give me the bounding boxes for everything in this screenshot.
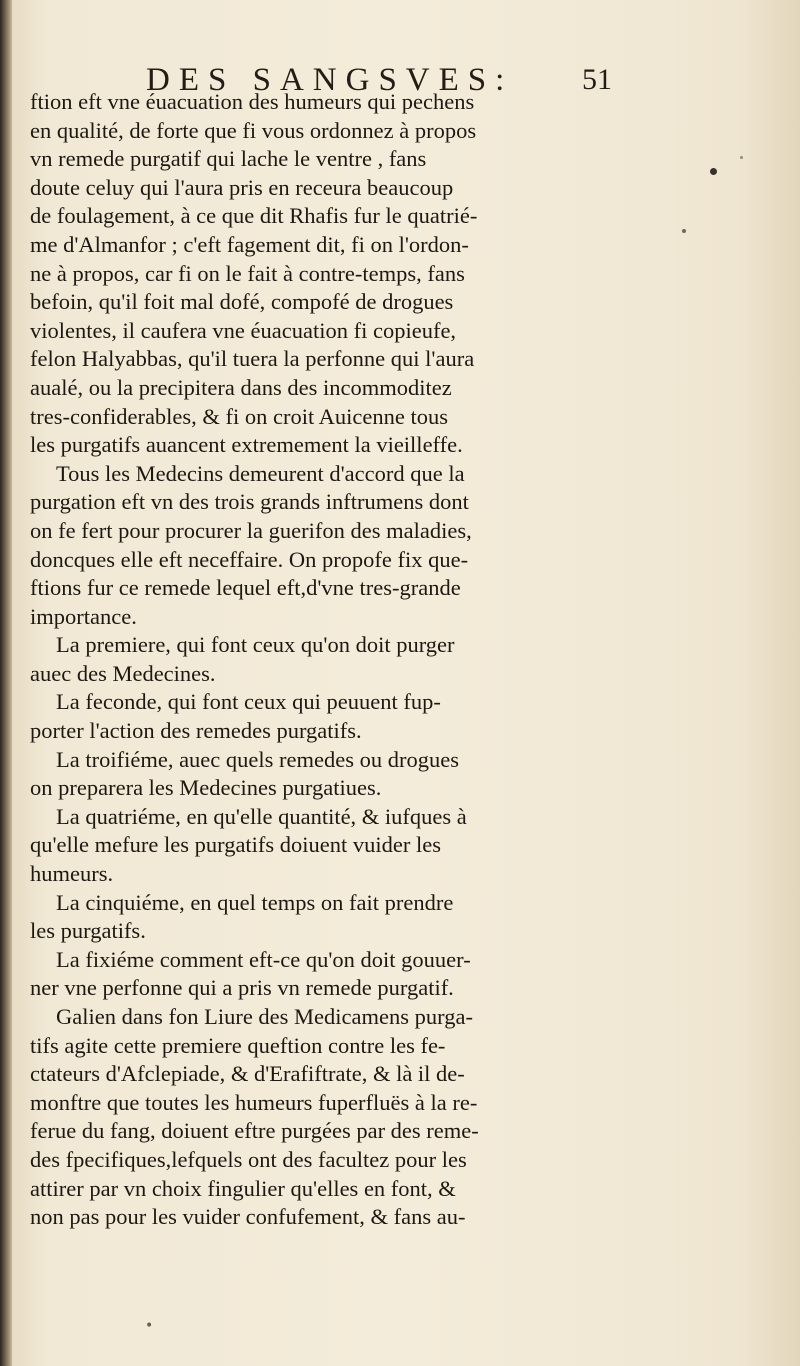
text-line: La troifiéme, auec quels remedes ou drogues <box>56 746 459 772</box>
text-line: attirer par vn choix fingulier qu'elles en font, & <box>30 1175 456 1201</box>
text-line: befoin, qu'il foit mal dofé, compofé de drogues <box>30 289 454 315</box>
text-line: La premiere, qui font ceux qu'on doit purger <box>56 632 455 658</box>
text-line: auec des Medecines. <box>30 660 216 686</box>
ink-speck <box>682 229 686 233</box>
text-line: ne à propos, car fi on le fait à contre-temps, fans <box>30 260 465 286</box>
text-line: ctateurs d'Afclepiade, & d'Erafiftrate, & là il de- <box>30 1061 465 1087</box>
text-line: doncques elle eft neceffaire. On propofe fix que- <box>30 546 469 572</box>
text-line: felon Halyabbas, qu'il tuera la perfonne qui l'aura <box>30 346 475 372</box>
text-line: importance. <box>30 603 137 629</box>
text-line: tifs agite cette premiere queftion contre les fe- <box>30 1032 446 1058</box>
running-title: DES SANGSVES: <box>146 62 514 98</box>
text-line: me d'Almanfor ; c'eft fagement dit, fi on l'ordon- <box>30 231 469 257</box>
text-line: ftions fur ce remede lequel eft,d'vne tres-grande <box>30 575 461 601</box>
text-line: La fixiéme comment eft-ce qu'on doit gouuer- <box>56 946 471 972</box>
page-number: 51 <box>582 63 612 96</box>
text-line: les purgatifs auancent extremement la vieilleffe. <box>30 432 463 458</box>
text-line: non pas pour les vuider confufement, & fans au- <box>30 1204 466 1230</box>
text-line: La feconde, qui font ceux qui peuuent fup- <box>56 689 441 715</box>
text-line: en qualité, de forte que fi vous ordonnez à propos <box>30 117 477 143</box>
text-line: Galien dans fon Liure des Medicamens purga- <box>56 1004 473 1029</box>
text-line: ftion eft vne éuacuation des humeurs qui pechens <box>30 89 475 114</box>
text-line: on fe fert pour procurer la guerifon des maladies, <box>30 517 472 543</box>
binding-edge <box>0 0 12 1366</box>
text-line: on preparera les Medecines purgatiues. <box>30 775 382 801</box>
text-line: La quatriéme, en qu'elle quantité, & iufques à <box>56 803 467 829</box>
text-line: violentes, il caufera vne éuacuation fi copieufe, <box>30 317 457 343</box>
text-line: ner vne perfonne qui a pris vn remede purgatif. <box>30 975 454 1001</box>
text-line: les purgatifs. <box>30 918 146 944</box>
ink-speck <box>740 156 743 159</box>
text-line: humeurs. <box>30 861 114 887</box>
text-line: aualé, ou la precipitera dans des incommoditez <box>30 374 452 400</box>
text-line: Tous les Medecins demeurent d'accord que la <box>56 460 465 486</box>
ink-speck <box>710 168 717 175</box>
text-line: ferue du fang, doiuent eftre purgées par des reme- <box>30 1118 479 1144</box>
ink-mark: • <box>145 1318 154 1334</box>
text-line: qu'elle mefure les purgatifs doiuent vuider les <box>30 832 442 858</box>
body-text <box>30 88 620 1232</box>
text-line: monftre que toutes les humeurs fuperfluës à la re- <box>30 1089 478 1115</box>
text-line: porter l'action des remedes purgatifs. <box>30 718 362 744</box>
text-line: purgation eft vn des trois grands inftrumens dont <box>30 489 469 515</box>
text-line: des fpecifiques,lefquels ont des facultez pour les <box>30 1146 467 1172</box>
text-line: La cinquiéme, en quel temps on fait prendre <box>56 889 454 915</box>
text-line: de foulagement, à ce que dit Rhafis fur le quatrié- <box>30 203 478 229</box>
text-line: vn remede purgatif qui lache le ventre , fans <box>30 146 427 172</box>
text-line: tres-confiderables, & fi on croit Auicenne tous <box>30 403 448 429</box>
text-line: doute celuy qui l'aura pris en receura beaucoup <box>30 174 454 200</box>
